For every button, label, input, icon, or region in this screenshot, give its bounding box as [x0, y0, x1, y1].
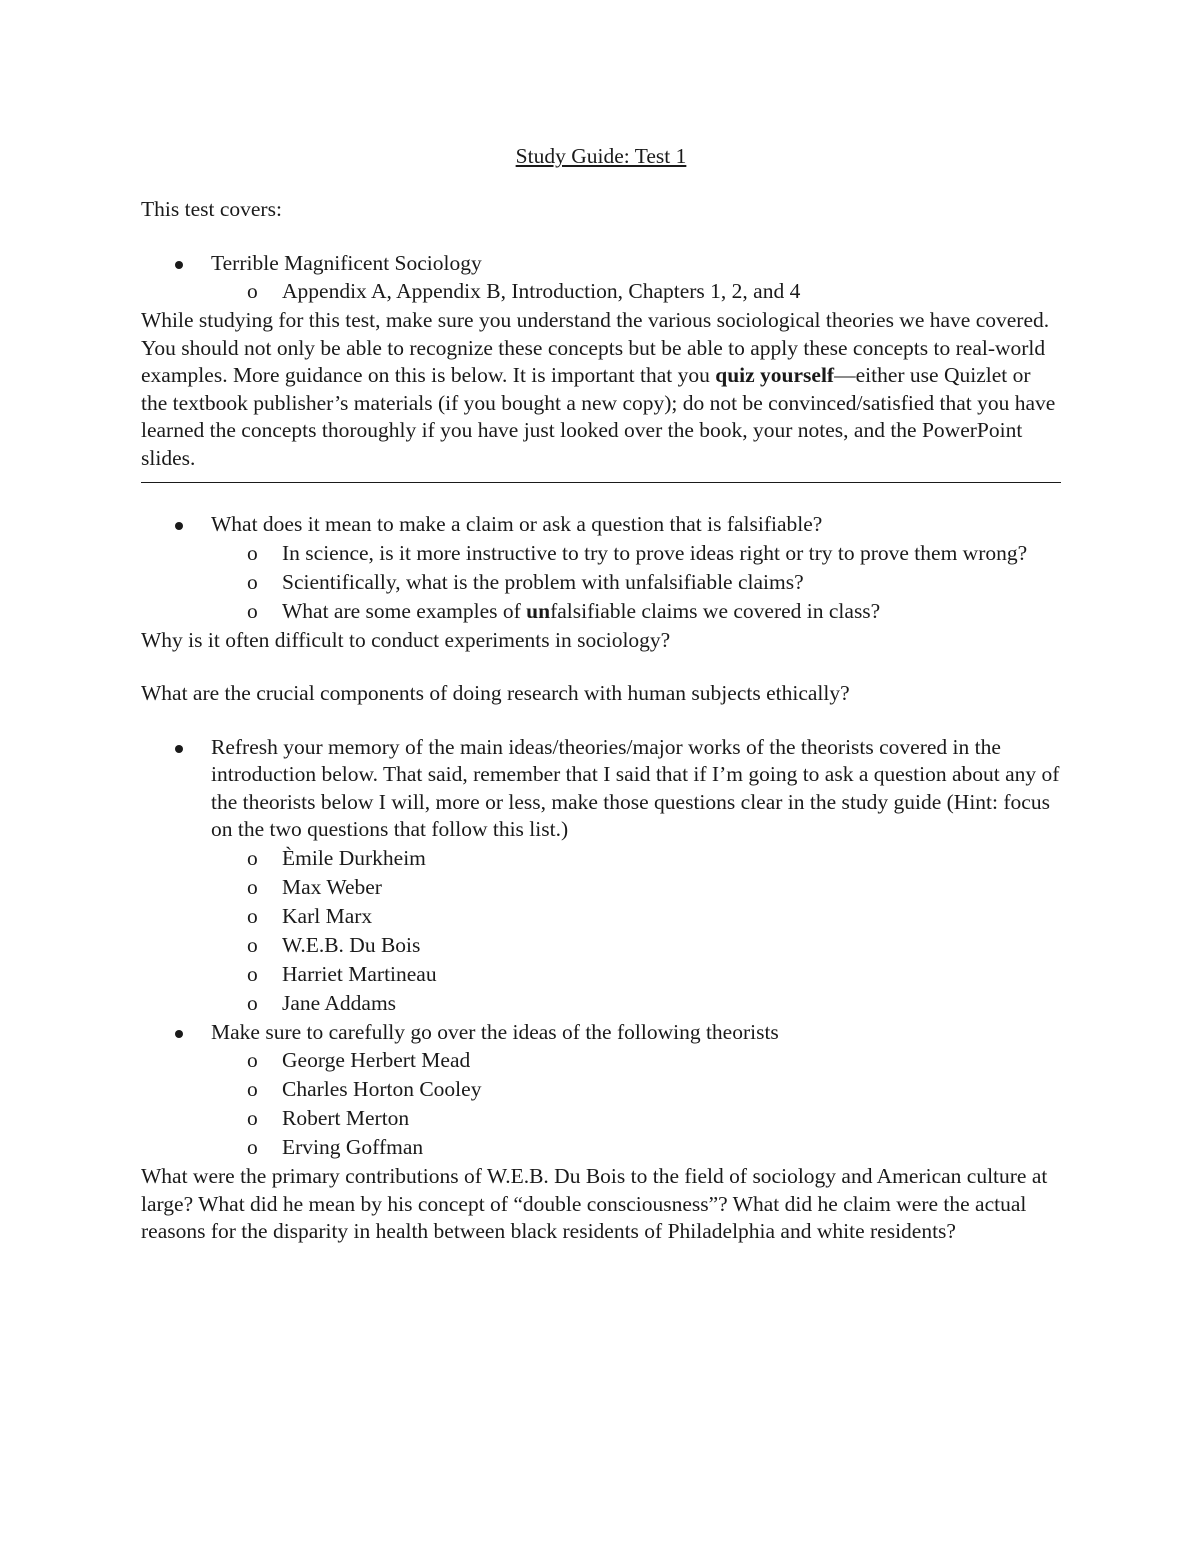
question-ethics: What are the crucial components of doing research with human subjects ethically?	[141, 681, 850, 705]
paragraph-text: —either use Quizlet or the textbook publisher’s materials (if you bought a new copy); do not be convinced/satisfied that you have learned the concepts thoroughly if you have just looked over the book, your notes, and the PowerPoint slides.	[141, 363, 1056, 470]
sub-list-item	[211, 961, 1061, 989]
circle-bullet-icon: o	[247, 1135, 258, 1159]
sub-list-item-text: Jane Addams	[282, 990, 397, 1015]
list-item-text: What does it mean to make a claim or ask a question that is falsifiable?	[211, 512, 823, 536]
horizontal-rule	[141, 482, 1061, 483]
sub-list-item-text	[282, 599, 880, 623]
covers-list	[141, 250, 1061, 306]
sub-list-item	[211, 845, 1061, 873]
sub-text: What are some examples of	[282, 598, 527, 623]
sub-list-item-text: Scientifically, what is the problem with unfalsifiable claims?	[282, 569, 804, 594]
question-dubois: What were the primary contributions of W.E.B. Du Bois to the field of sociology and American culture at large? What did he mean by his concept of “double consciousness”? What did he claim were the actual reasons for the disparity in health between black residents of Philadelphia and white residents?	[141, 1164, 1048, 1243]
sub-list-item-text: In science, is it more instructive to try to prove ideas right or try to prove them wrong?	[282, 540, 1028, 565]
bullet-icon	[175, 745, 183, 753]
list-item	[141, 250, 1061, 306]
sub-list	[211, 278, 1061, 306]
sub-list	[211, 540, 1061, 626]
sub-list-item	[211, 990, 1061, 1018]
sub-list-item-text: Èmile Durkheim	[282, 845, 426, 870]
sub-list-item	[211, 874, 1061, 902]
circle-bullet-icon: o	[247, 932, 258, 957]
circle-bullet-icon: o	[247, 1048, 258, 1072]
question-experiments: Why is it often difficult to conduct experiments in sociology?	[141, 627, 671, 652]
circle-bullet-icon: o	[247, 990, 258, 1015]
studying-paragraph	[141, 307, 1061, 472]
bold-text: un	[526, 598, 551, 623]
sub-list-item	[211, 598, 1061, 626]
sub-list-item-text: George Herbert Mead	[282, 1048, 471, 1072]
list-item	[141, 1019, 1061, 1162]
bullet-icon	[175, 522, 183, 530]
page-title: Study Guide: Test 1	[515, 144, 687, 168]
list-item-text: Terrible Magnificent Sociology	[211, 250, 482, 275]
sub-list-item	[211, 540, 1061, 568]
sub-list-item-text: Erving Goffman	[282, 1135, 424, 1159]
falsifiable-list	[141, 511, 1061, 625]
circle-bullet-icon: o	[247, 279, 258, 303]
sub-text: falsifiable claims we covered in class?	[550, 598, 881, 623]
sub-list-item-text: Max Weber	[282, 874, 382, 899]
sub-list	[211, 845, 1061, 1018]
sub-list-item	[211, 1076, 1061, 1104]
sub-list-item-text: Harriet Martineau	[282, 961, 437, 986]
sub-list-item	[211, 569, 1061, 597]
sub-list-item-text: Karl Marx	[282, 903, 373, 928]
circle-bullet-icon: o	[247, 903, 258, 928]
sub-list	[211, 1047, 1061, 1162]
sub-list-item-text: Appendix A, Appendix B, Introduction, Chapters 1, 2, and 4	[282, 279, 801, 303]
sub-list-item-text: W.E.B. Du Bois	[282, 932, 421, 957]
document-page	[141, 142, 1061, 1246]
sub-list-item	[211, 1134, 1061, 1162]
circle-bullet-icon: o	[247, 1106, 258, 1130]
theorists-intro-list	[141, 734, 1061, 1018]
sub-list-item-text: Charles Horton Cooley	[282, 1077, 482, 1101]
list-item-text: Make sure to carefully go over the ideas of the following theorists	[211, 1019, 779, 1044]
sub-list-item-text: Robert Merton	[282, 1106, 410, 1130]
sub-list-item	[211, 1105, 1061, 1133]
bold-text: quiz yourself	[715, 363, 835, 387]
circle-bullet-icon: o	[247, 598, 258, 623]
covers-intro: This test covers:	[141, 197, 282, 221]
paragraph-text: While studying for this test, make sure you understand the various sociological theories we have covered. You should not only be able to recognize these concepts but be able to apply these concepts to real-world examples. More guidance on this is below. It is important that you	[141, 308, 1050, 387]
circle-bullet-icon: o	[247, 961, 258, 986]
circle-bullet-icon: o	[247, 845, 258, 870]
sub-list-item	[211, 278, 1061, 306]
list-item	[141, 511, 1061, 625]
bullet-icon	[175, 261, 183, 269]
list-item	[141, 734, 1061, 1018]
sub-list-item	[211, 932, 1061, 960]
circle-bullet-icon: o	[247, 1077, 258, 1101]
sub-list-item	[211, 903, 1061, 931]
circle-bullet-icon: o	[247, 540, 258, 565]
circle-bullet-icon: o	[247, 874, 258, 899]
bullet-icon	[175, 1030, 183, 1038]
circle-bullet-icon: o	[247, 569, 258, 594]
sub-list-item	[211, 1047, 1061, 1075]
list-item-text: Refresh your memory of the main ideas/theories/major works of the theorists covered in the introduction below. That said, remember that I said that if I’m going to ask a question about any of the theorists below I will, more or less, make those questions clear in the study guide (Hint: focus on the two questions that follow this list.)	[211, 734, 1060, 841]
theorists-careful-list	[141, 1019, 1061, 1162]
